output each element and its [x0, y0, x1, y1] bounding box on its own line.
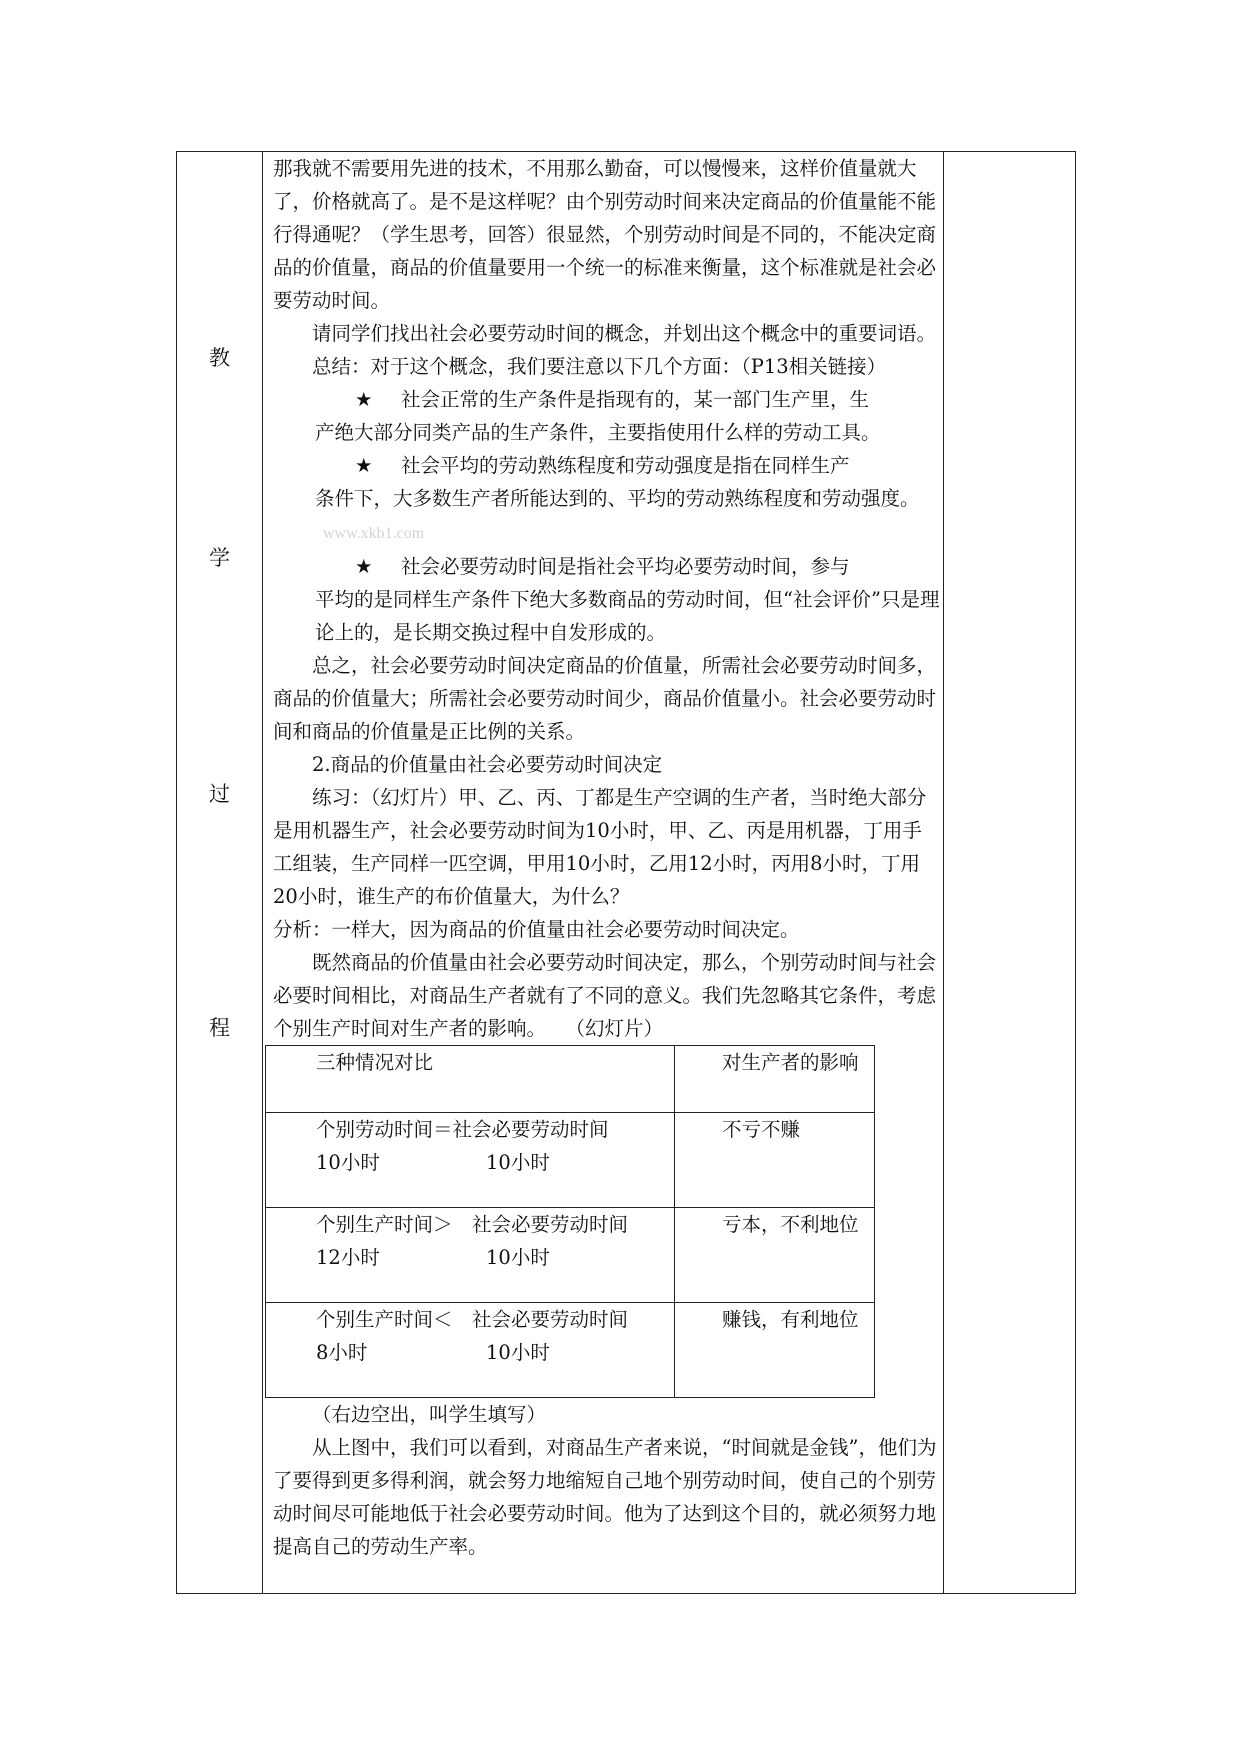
column-divider-left — [262, 152, 263, 1593]
concept-point-3-lead: 社会必要劳动时间是指社会平均必要劳动时间，参与 — [401, 555, 850, 578]
concept-point-1-rest: 产绝大部分同类产品的生产条件，主要指使用什么样的劳动工具。 — [315, 421, 881, 444]
concept-point-1 — [273, 383, 941, 449]
row-1-condition: 个别劳动时间＝社会必要劳动时间 — [316, 1118, 609, 1141]
watermark: www.xkb1.com — [323, 525, 425, 542]
table-row — [266, 1303, 875, 1398]
paragraph-final: 从上图中，我们可以看到，对商品生产者来说，“时间就是金钱”，他们为了要得到更多得利润，就会努力地缩短自己地个别劳动时间，使自己的个别劳动时间尽可能地低于社会必要劳动时间。他为了达到这个目的，就必须努力地提高自己的劳动生产率。 — [273, 1436, 937, 1558]
paragraph-conclusion: 总之，社会必要劳动时间决定商品的价值量，所需社会必要劳动时间多，商品的价值量大；所需社会必要劳动时间少，商品价值量小。社会必要劳动时间和商品的价值量是正比例的关系。 — [273, 654, 937, 743]
row-1-impact: 不亏不赚 — [722, 1118, 801, 1141]
header-impact: 对生产者的影响 — [722, 1051, 859, 1074]
row-3-condition: 个别生产时间＜ 社会必要劳动时间 — [316, 1308, 629, 1331]
header-comparison: 三种情况对比 — [316, 1051, 434, 1074]
star-bullet: ★ — [355, 388, 373, 411]
paragraph-impact: 既然商品的价值量由社会必要劳动时间决定，那么，个别劳动时间与社会必要时间相比，对商品生产者就有了不同的意义。我们先忽略其它条件，考虑个别生产时间对生产者的影响。 （幻灯片） — [273, 951, 937, 1040]
star-bullet: ★ — [355, 454, 373, 477]
side-label-3: 过 — [209, 782, 230, 806]
row-1-social-time: 10小时 — [486, 1151, 550, 1174]
table-note: （右边空出，叫学生填写） — [312, 1403, 547, 1426]
row-3-individual-time: 8小时 — [316, 1341, 368, 1364]
concept-point-2-rest: 条件下，大多数生产者所能达到的、平均的劳动熟练程度和劳动强度。 — [315, 487, 920, 510]
table-row — [266, 1208, 875, 1303]
table-header-row — [266, 1046, 875, 1113]
row-2-social-time: 10小时 — [486, 1246, 550, 1269]
lesson-content — [273, 152, 941, 1563]
side-label-4: 程 — [209, 1016, 230, 1040]
row-2-condition: 个别生产时间＞ 社会必要劳动时间 — [316, 1213, 629, 1236]
side-label-1: 教 — [209, 346, 230, 370]
exercise-text: 练习：（幻灯片）甲、乙、丙、丁都是生产空调的生产者，当时绝大部分是用机器生产，社会必要劳动时间为10小时，甲、乙、丙是用机器，丁用手工组装，生产同样一匹空调，甲用10小时，乙用12小时，丙用8小时，丁用20小时，谁生产的布价值量大，为什么？ — [273, 786, 927, 908]
paragraph-intro: 那我就不需要用先进的技术，不用那么勤奋，可以慢慢来，这样价值量就大了，价格就高了。是不是这样呢？由个别劳动时间来决定商品的价值量能不能行得通呢？（学生思考，回答）很显然，个别劳动时间是不同的，不能决定商品的价值量，商品的价值量要用一个统一的标准来衡量，这个标准就是社会必要劳动时间。 — [273, 157, 937, 312]
concept-point-2 — [273, 449, 941, 550]
side-label-2: 学 — [209, 546, 230, 570]
summary-heading: 总结：对于这个概念，我们要注意以下几个方面：（P13相关链接） — [312, 355, 887, 378]
row-3-social-time: 10小时 — [486, 1341, 550, 1364]
row-3-impact: 赚钱，有利地位 — [722, 1308, 859, 1331]
row-2-impact: 亏本，不利地位 — [722, 1213, 859, 1236]
paragraph-task: 请同学们找出社会必要劳动时间的概念，并划出这个概念中的重要词语。 — [312, 322, 937, 345]
concept-point-3 — [273, 550, 941, 649]
table-row — [266, 1113, 875, 1208]
star-bullet: ★ — [355, 555, 373, 578]
concept-point-3-rest: 平均的是同样生产条件下绝大多数商品的劳动时间，但“社会评价”只是理论上的，是长期交换过程中自发形成的。 — [315, 588, 940, 644]
lesson-table — [176, 151, 1076, 1594]
section-2-title: 2.商品的价值量由社会必要劳动时间决定 — [312, 753, 663, 776]
concept-point-2-lead: 社会平均的劳动熟练程度和劳动强度是指在同样生产 — [401, 454, 850, 477]
row-1-individual-time: 10小时 — [316, 1151, 380, 1174]
comparison-table — [265, 1045, 875, 1398]
column-divider-right — [943, 152, 944, 1593]
concept-point-1-lead: 社会正常的生产条件是指现有的，某一部门生产里，生 — [401, 388, 870, 411]
analysis-text: 分析：一样大，因为商品的价值量由社会必要劳动时间决定。 — [273, 918, 800, 941]
row-2-individual-time: 12小时 — [316, 1246, 380, 1269]
